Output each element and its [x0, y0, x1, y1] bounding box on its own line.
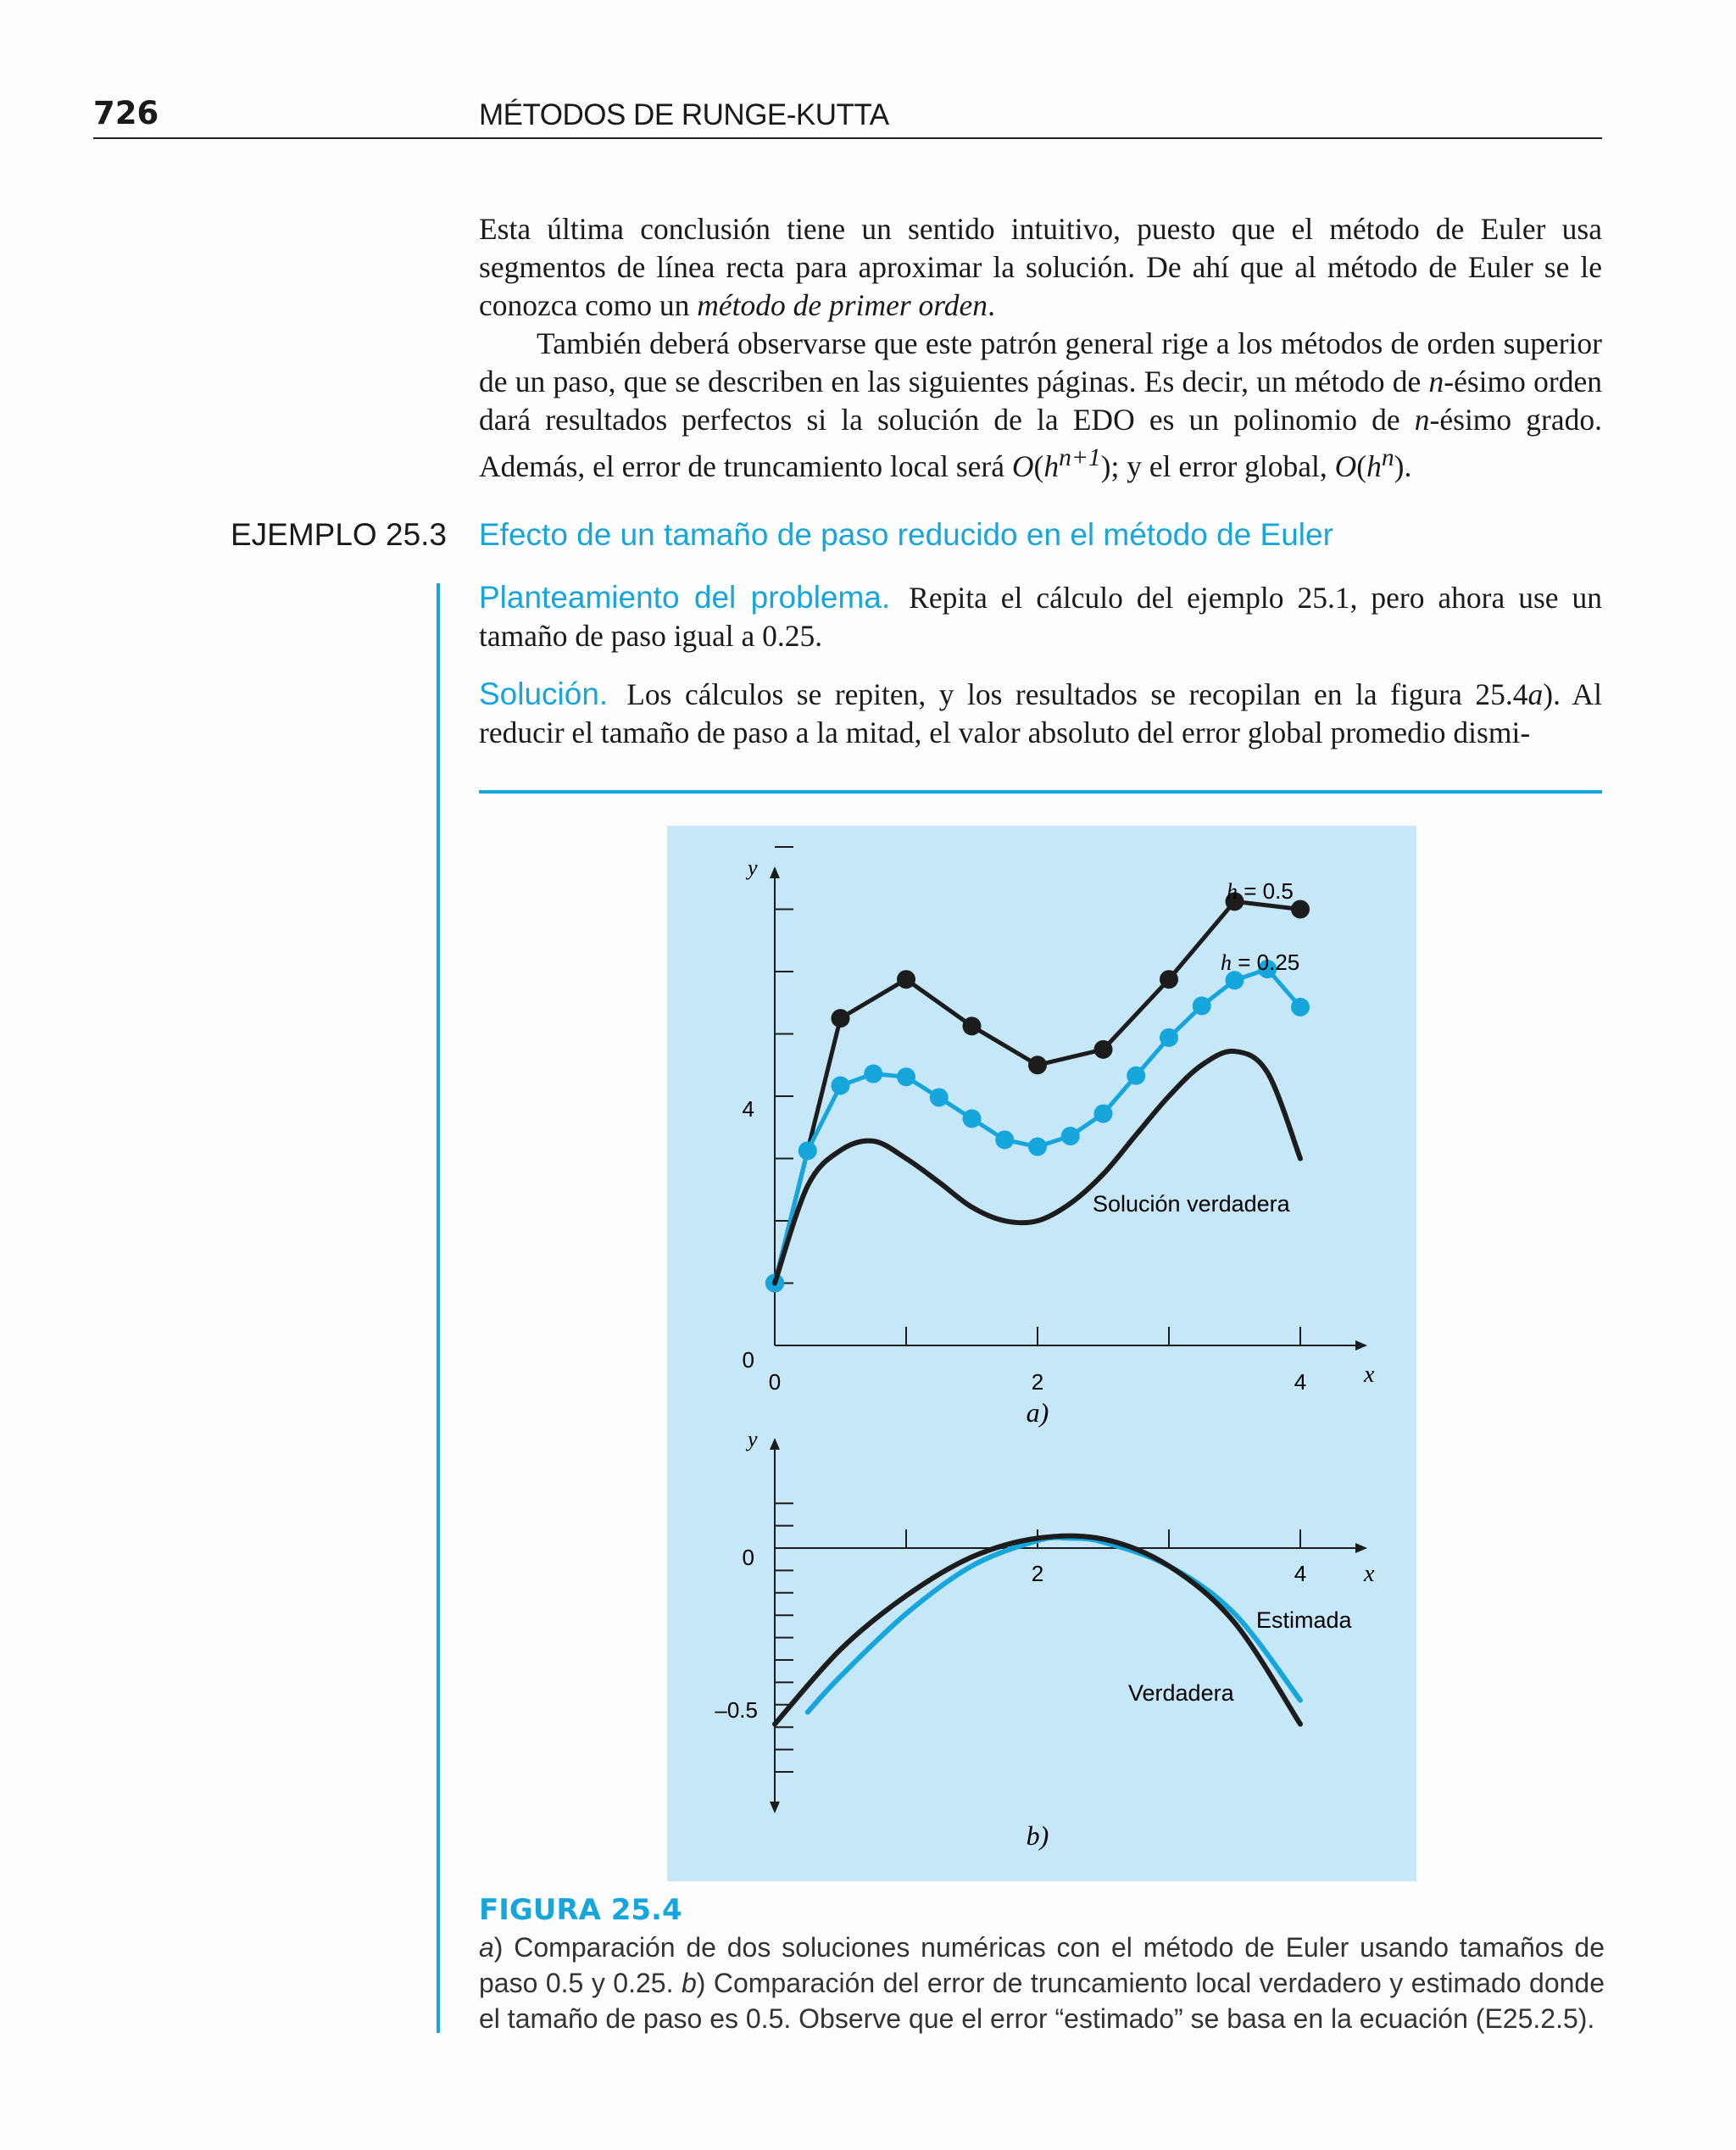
b-y-tick-neg05: –0.5: [715, 1697, 758, 1723]
solution-text-em: a: [1527, 677, 1544, 711]
legend-h025: [1221, 950, 1299, 975]
series-soluci-n-verdadera-curve: [775, 1051, 1300, 1284]
page-number: 726: [93, 95, 159, 131]
label-solucion-verdadera: Solución verdadera: [1093, 1191, 1290, 1217]
series-h-0-5-point: [1291, 900, 1310, 919]
a-x-axis-label: x: [1364, 1362, 1375, 1388]
intro-paragraphs: [479, 210, 1602, 486]
p2-part-a: También deberá observarse que este patrón general rige a los métodos de orden superior de un paso, que se describen en las siguientes páginas. Es decir, un método de: [479, 326, 1602, 398]
series-h-0-25-point: [897, 1067, 915, 1086]
series-h-0-5-point: [832, 1009, 850, 1028]
p2-close-2: ).: [1394, 448, 1412, 483]
figure-caption: [479, 1930, 1605, 2036]
a-x-tick-0: 0: [768, 1369, 782, 1395]
p2-big-o-1: O: [1011, 448, 1034, 483]
p2-h-2: h: [1366, 448, 1382, 483]
p2-part-c: -ésimo grado. Además, el error de truncamiento local será: [479, 403, 1602, 483]
a-x-tick-2: 2: [1031, 1369, 1044, 1395]
p2-exp-2: n: [1381, 444, 1394, 471]
p2-big-o-2: O: [1334, 448, 1357, 483]
b-x-tick-4: 4: [1294, 1561, 1307, 1586]
figure-panel: [667, 826, 1416, 1881]
series-h-0-25-point: [995, 1130, 1014, 1149]
b-y-tick-0: 0: [742, 1545, 754, 1570]
series-h-0-25-point: [1094, 1105, 1113, 1123]
example-side-bar: [437, 583, 440, 2033]
series-h-0-25-point: [1127, 1067, 1145, 1085]
p2-close-1: ); y el error global,: [1100, 448, 1335, 483]
series-h-0-25-point: [1028, 1138, 1047, 1156]
solution: [479, 675, 1602, 752]
series-h-0-25-line: [775, 969, 1300, 1283]
a-x-tick-4: 4: [1294, 1369, 1307, 1395]
p2-h-1: h: [1043, 448, 1060, 483]
p2-part-b: -ésimo orden dará resultados perfectos si la solución de la EDO es un polinomio de: [479, 365, 1603, 437]
running-head: MÉTODOS DE RUNGE-KUTTA: [479, 98, 889, 131]
label-verdadera: Verdadera: [1128, 1680, 1234, 1706]
series-h-0-5-point: [963, 1017, 982, 1035]
series-h-0-25-point: [798, 1141, 817, 1160]
panel-a-label: a): [1026, 1397, 1049, 1428]
series-h-0-5-point: [897, 970, 915, 989]
p2-paren-1: (: [1033, 448, 1044, 483]
legend-h05-value: = 0.5: [1238, 878, 1294, 904]
example-title: Efecto de un tamaño de paso reducido en el método de Euler: [479, 517, 1333, 552]
series-h-0-25-point: [832, 1077, 850, 1095]
series-h-0-25-point: [1193, 996, 1211, 1015]
paragraph-1-emphasis: método de primer orden: [697, 288, 988, 322]
figure-label: FIGURA 25.4: [479, 1893, 682, 1927]
paragraph-1-end: .: [988, 288, 995, 322]
y-axis-arrow: [770, 1438, 780, 1450]
b-x-tick-2: 2: [1031, 1561, 1044, 1586]
legend-h025-h: h: [1221, 950, 1232, 975]
series-h-0-25-point: [1061, 1127, 1080, 1145]
series-h-0-5-point: [1028, 1056, 1047, 1074]
figure-top-rule: [479, 790, 1602, 794]
series-h-0-25-point: [963, 1109, 982, 1128]
label-estimada: Estimada: [1256, 1607, 1352, 1633]
solution-text-a: Los cálculos se repiten, y los resultados se recopilan en la figura 25.4: [626, 677, 1528, 711]
problem-text: Repita el cálculo del ejemplo 25.1, pero ahora use un tamaño de paso igual a 0.25.: [479, 581, 1602, 653]
a-y-tick-4: 4: [742, 1096, 754, 1122]
chart-a: [765, 847, 1367, 1351]
series-h-0-25-point: [1160, 1028, 1178, 1047]
series-h-0-25-point: [930, 1088, 949, 1106]
solution-heading: Solución.: [479, 677, 609, 711]
y-axis-arrow: [770, 866, 780, 878]
b-x-axis-label: x: [1364, 1561, 1375, 1587]
p2-n1: n: [1428, 365, 1444, 398]
legend-h025-value: = 0.25: [1232, 950, 1300, 975]
caption-a-text: ) Comparación de dos soluciones numéricas con el método de Euler usando tamaños de paso 0.5 y 0.25.: [479, 1932, 1605, 1998]
p2-n2: n: [1414, 403, 1430, 437]
figure-svg: [667, 826, 1416, 1881]
p2-exp-1: n+1: [1059, 444, 1101, 471]
example-label: EJEMPLO 25.3: [231, 517, 448, 552]
header-rule: [93, 137, 1602, 139]
b-y-axis-label: y: [748, 1427, 758, 1451]
a-y-tick-0: 0: [742, 1347, 754, 1373]
p2-paren-2: (: [1356, 448, 1367, 483]
caption-b-letter: b: [681, 1968, 697, 1998]
series-h-0-25-point: [1291, 998, 1310, 1017]
paragraph-1-text: Esta última conclusión tiene un sentido intuitivo, puesto que el método de Euler usa segmentos de línea recta para aproximar la solución. De ahí que al método de Euler se le conozca como un: [479, 212, 1602, 322]
legend-h05: [1227, 878, 1294, 904]
series-h-0-25-point: [864, 1065, 882, 1083]
paragraph-2: [479, 325, 1602, 486]
panel-b-label: b): [1026, 1820, 1049, 1851]
legend-h05-h: h: [1227, 879, 1238, 904]
problem-statement: [479, 578, 1602, 655]
series-h-0-5-point: [1094, 1040, 1113, 1059]
caption-a-letter: a: [479, 1932, 494, 1963]
x-axis-arrow: [1355, 1543, 1367, 1553]
solution-text-b: ). Al reducir el tamaño de paso a la mitad, el valor absoluto del error global promedio dismi-: [479, 677, 1602, 749]
a-y-axis-label: y: [748, 855, 758, 880]
series-h-0-5-point: [1160, 970, 1178, 989]
problem-heading: Planteamiento del problema.: [479, 580, 891, 615]
y-axis-arrow-down: [770, 1802, 780, 1813]
caption-b-text: ) Comparación del error de truncamiento local verdadero y estimado donde el tamaño de paso es 0.5. Observe que el error “estimado” se basa en la ecuación (E25.2.5).: [479, 1968, 1605, 2034]
x-axis-arrow: [1355, 1340, 1367, 1351]
paragraph-1: [479, 210, 1602, 325]
